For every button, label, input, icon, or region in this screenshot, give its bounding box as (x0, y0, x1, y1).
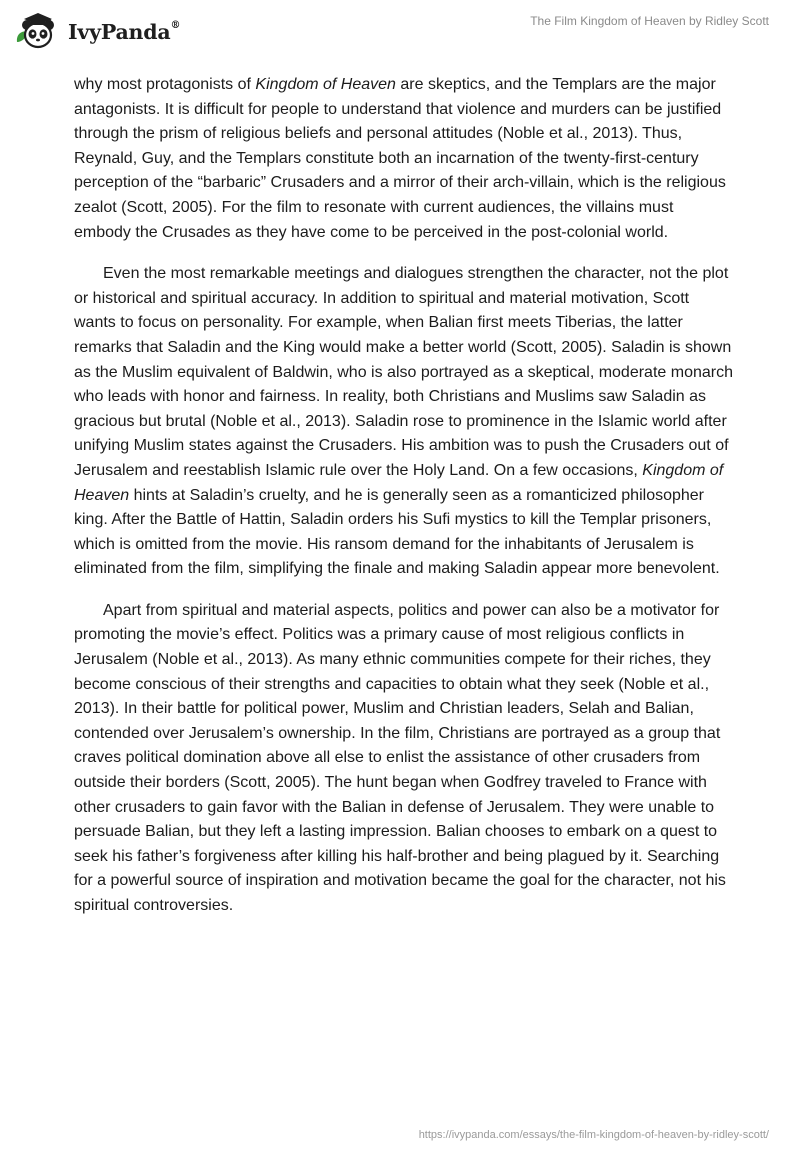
text-segment: are skeptics, and the Templars are the major antagonists. It is difficult for people to understand that violence and murders can be justified through the prism of religious beliefs and personal attitudes (Noble et al., 2013). Thus, Reynald, Guy, and the Templars constitute both an incarnation of the twenty-first-century perception of the “barbaric” Crusaders and a mirror of their arch-villain, which is the religious zealot (Scott, 2005). For the film to resonate with current audiences, the villains must embody the Crusades as they have come to be perceived in the post-colonial world. (74, 76, 726, 241)
text-segment: Apart from spiritual and material aspects, politics and power can also be a motivator for promoting the movie’s effect. Politics was a primary cause of most religious conflicts in Jerusalem (Noble et al., 2013). As many ethnic communities compete for their riches, they become conscious of their strengths and capacities to obtain what they seek (Noble et al., 2013). In their battle for political power, Muslim and Christian leaders, Selah and Balian, contended over Jerusalem’s ownership. In the film, Christians are portrayed as a group that craves political domination above all else to enlist the assistance of other crusaders from outside their borders (Scott, 2005). The hunt began when Godfrey traveled to France with other crusaders to gain favor with the Balian in defense of Jerusalem. They were unable to persuade Balian, but they left a lasting impression. Balian chooses to embark on a quest to seek his father’s forgiveness after killing his half-brother and being plagued by it. Searching for a powerful source of inspiration and motivation became the goal for the character, not his spiritual controversies. (74, 601, 726, 914)
italic-title: Kingdom of Heaven (255, 76, 396, 93)
paragraph (74, 73, 734, 245)
ivypanda-logo[interactable] (14, 8, 180, 52)
paragraph (74, 599, 734, 919)
text-segment: Even the most remarkable meetings and dialogues strengthen the character, not the plot or historical and spiritual accuracy. In addition to spiritual and material motivation, Scott wants to focus on personality. For example, when Balian first meets Tiberias, the latter remarks that Saladin and the King would make a better world (Scott, 2005). Saladin is shown as the Muslim equivalent of Baldwin, who is also portrayed as a skeptical, moderate monarch who leads with honor and fairness. In reality, both Christians and Muslims saw Saladin as gracious but brutal (Noble et al., 2013). Saladin rose to prominence in the Islamic world after unifying Muslim states against the Crusaders. His ambition was to push the Crusaders out of Jerusalem and reestablish Islamic rule over the Holy Land. On a few occasions, (74, 265, 733, 479)
brand-name: IvyPanda® (68, 20, 181, 44)
text-segment: why most protagonists of (74, 76, 256, 93)
text-segment: hints at Saladin’s cruelty, and he is generally seen as a romanticized philosopher king. After the Battle of Hattin, Saladin orders his Sufi mystics to kill the Templar prisoners, which is omitted from the movie. His ransom demand for the inhabitants of Jerusalem is eliminated from the film, simplifying the finale and making Saladin appear more benevolent. (74, 486, 720, 578)
source-url[interactable]: https://ivypanda.com/essays/the-film-kingdom-of-heaven-by-ridley-scott/ (418, 1129, 769, 1141)
document-title: The Film Kingdom of Heaven by Ridley Scott (530, 14, 769, 28)
page-header (0, 0, 800, 60)
italic-title: Kingdom of Heaven (74, 461, 724, 504)
panda-graduation-cap-icon (14, 8, 62, 52)
paragraph (74, 262, 734, 582)
essay-body (74, 73, 734, 936)
